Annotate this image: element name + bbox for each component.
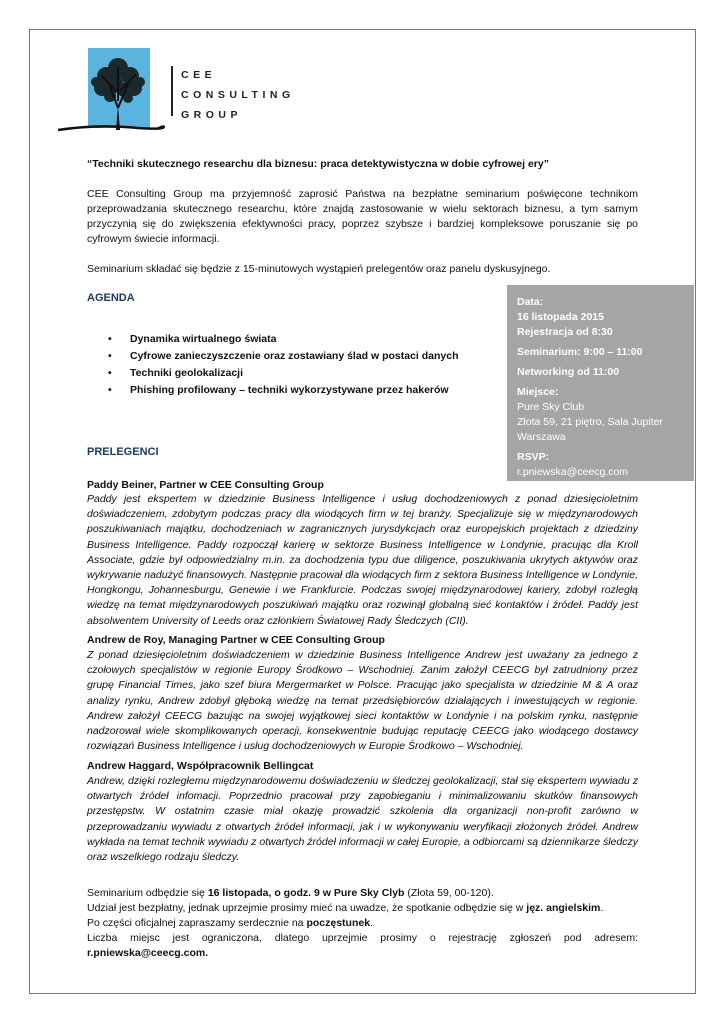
speaker-bio: Andrew, dzięki rozległemu międzynarodowemu doświadczeniu w śledczej geolokalizacji, stał się ekspertem wywiadu z otwartych źródeł infomacji. Poprzednio pracował przy zapobieganiu i minimalizowaniu skutków finansowych przestępstw. W ostatnim czasie miał okazję prowadzić szkolenia dla organizacji non-profit zarówno w przeprowadzaniu wywiadu z otwartych źródeł informacji, jak i w wykonywaniu weryfikacji złożonych źródeł. Andrew wykłada na temat technik wywiadu z otwartych źródeł informacji w całej Europie, a odbiorcami są dziennikarze śledczy oraz wszelkiego rodzaju śledczy. [87,775,638,864]
seminar-time: Seminarium: 9:00 – 11:00 [517,346,643,358]
date-label: Data: [517,296,544,308]
speaker-name: Paddy Beiner, Partner w CEE Consulting Group [87,479,324,491]
agenda-heading: AGENDA [87,292,135,304]
speaker-name: Andrew de Roy, Managing Partner w CEE Consulting Group [87,634,385,646]
seminar-note: Seminarium składać się będzie z 15-minutowych wystąpień prelegentów oraz panelu dyskusyjnego. [87,263,551,275]
intro-paragraph: CEE Consulting Group ma przyjemność zaprosić Państwa na bezpłatne seminarium poświęcone technikom przeprowadzania skutecznego researchu, które znajdą zastosowanie w wielu sektorach biznesu, a tym samym przyczynią się do zwiększenia efektywności pracy, poprzez szybsze i bardziej kompleksowe poruszanie się po cyfrowym świecie informacji. [87,188,638,245]
footer-notes [87,886,638,961]
registration-time: Rejestracja od 8:30 [517,326,613,338]
speaker-bio: Paddy jest ekspertem w dziedzinie Business Intelligence i usług dochodzeniowych z ponad dziesięcioletnim doświadczeniem, zdobytym podczas pracy dla wiodących firm w tej branży. Specjalizuje się w międzynarodowych poszukiwaniach majątku, dochodzeniach w zagranicznych jurysdykcjach oraz europejskich projektach z dziedziny Business Intelligence. Paddy rozpoczął karierę w sektorze Business Intelligence w Londynie, pracując dla Kroll Associate, gdzie był odpowiedzialny m.in. za dochodzenia typu due diligence, poszukiwania ukrytych aktywów oraz wykrywanie nadużyć finansowych. Następnie pracował dla wiodących firm z sektora Business Intelligence w Londynie, Hongkongu, Johannesburgu, Genewie i we Frankfurcie. Podczas swojej międzynarodowej kariery, zdobył rozległą wiedzę na temat międzynarodowych poszukiwań majątku oraz rozwinął globalną sieć kontaktów i źródeł. Paddy jest absolwentem University of Leeds oraz członkiem Światowej Rady Śledczych (CII). [87,493,638,627]
logo-line-2: CONSULTING [181,89,295,101]
place-name: Pure Sky Club [517,401,585,413]
footer-line-registration: Liczba miejsc jest ograniczona, dlatego uprzejmie prosimy o rejestrację zgłoszeń pod adresem: [87,932,638,944]
logo-line-3: GROUP [181,109,243,121]
agenda-list [87,331,459,399]
event-info-box [507,285,694,481]
agenda-item: • Cyfrowe zanieczyszczenie oraz zostawiany ślad w postaci danych [87,348,459,365]
footer-line-refreshments: Po części oficjalnej zapraszamy serdecznie na poczęstunek. [87,917,373,929]
rsvp-label: RSVP: [517,451,550,463]
speakers-heading: PRELEGENCI [87,446,159,458]
logo-wordmark [181,65,295,125]
agenda-item: • Dynamika wirtualnego świata [87,331,459,348]
footer-email-link[interactable]: r.pniewska@ceecg.com. [87,947,209,959]
logo-line-1: CEE [181,69,217,81]
document-title: “Techniki skutecznego researchu dla biznesu: praca detektywistyczna w dobie cyfrowej ery” [87,158,549,170]
date-value: 16 listopada 2015 [517,311,604,323]
place-label: Miejsce: [517,386,559,398]
logo-divider [171,66,173,116]
speaker-name: Andrew Haggard, Współpracownik Bellingcat [87,760,314,772]
place-city: Warszawa [517,431,566,443]
footer-line-language: Udział jest bezpłatny, jednak uprzejmie prosimy mieć na uwadze, że spotkanie odbędzie się w jęz. angielskim. [87,902,604,914]
footer-line-date: Seminarium odbędzie się 16 listopada, o godz. 9 w Pure Sky Clyb (Złota 59, 00-120). [87,887,494,899]
rsvp-email-link[interactable]: r.pniewska@ceecg.com [517,466,629,478]
agenda-item: • Phishing profilowany – techniki wykorzystywane przez hakerów [87,382,459,399]
speaker-bio: Z ponad dziesięcioletnim doświadczeniem w dziedzinie Business Intelligence Andrew jest uważany za jednego z czołowych specjalistów w regionie Europy Środkowo – Wschodniej. Zanim założył CEECG był zatrudniony przez grupę Financial Times, jako szef biura Mergermarket w Polsce. Pracując jako specjalista w dziedzinie M & A oraz analizy rynku, Andrew zdobył głęboką wiedzę na temat przedsiębiorców działających i inwestujących w regionie. Andrew założył CEECG bazując na swojej wyjątkowej sieci kontaktów w Londynie i na polskim rynku, następnie nadzorował wiele skomplikowanych operacji, konsekwentnie budując reputację CEECG jako wiodącego dostawcy rozwiązań Business Intelligence i usług dochodzeniowych w Europie Środkowo – Wschodniej. [87,649,638,753]
networking-time: Networking od 11:00 [517,366,620,378]
place-address: Złota 59, 21 piętro, Sala Jupiter [517,416,663,428]
agenda-item: • Techniki geolokalizacji [87,365,459,382]
